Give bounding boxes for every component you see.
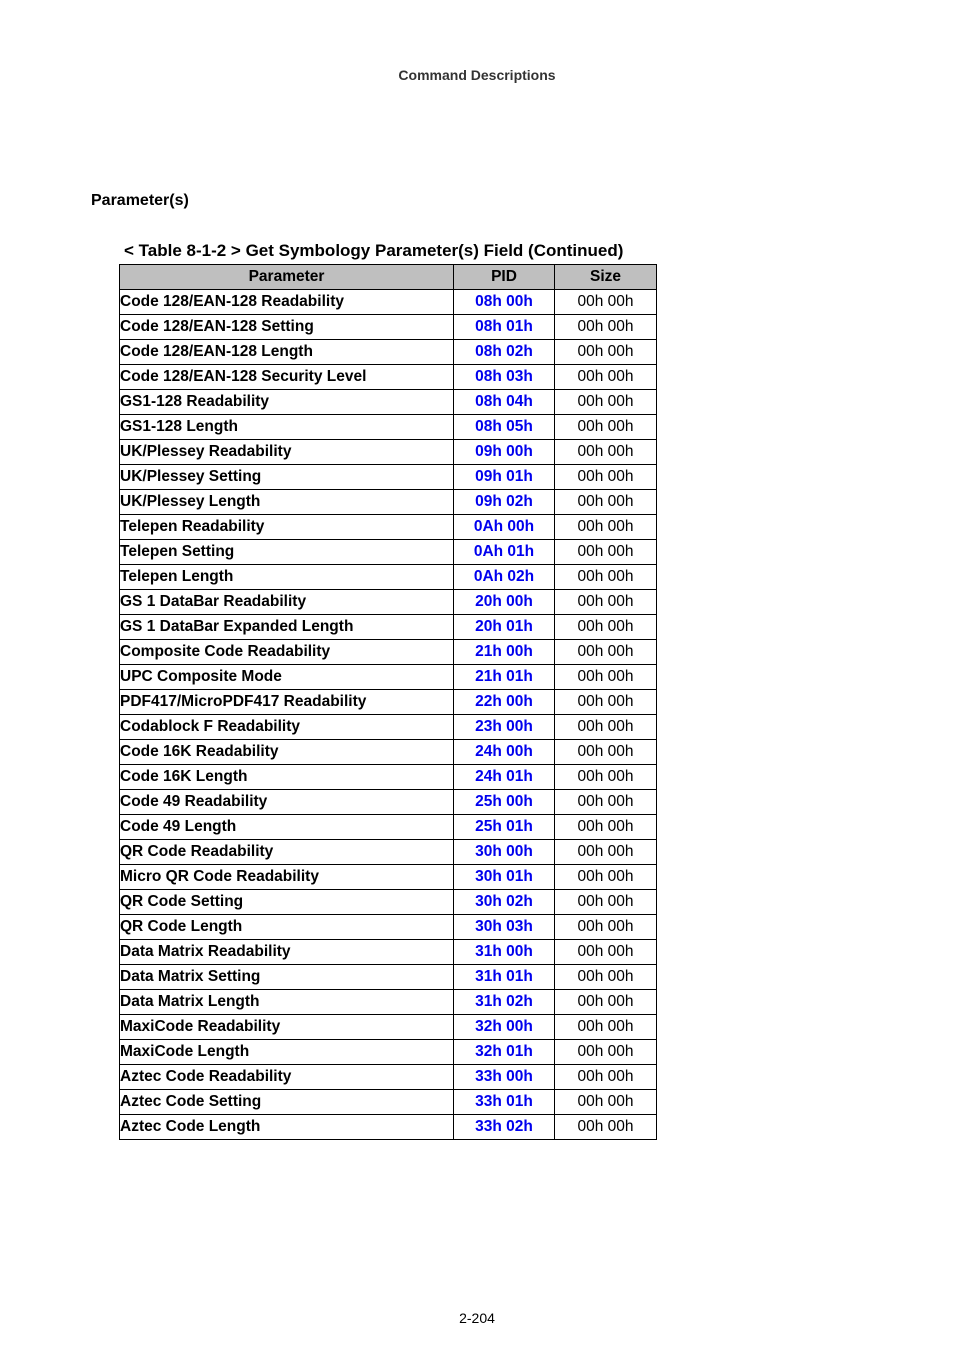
section-title: Parameter(s) [91, 192, 189, 209]
cell-size: 00h 00h [555, 615, 657, 640]
cell-pid: 08h 02h [454, 340, 555, 365]
cell-parameter: Code 128/EAN-128 Setting [120, 315, 454, 340]
cell-parameter: PDF417/MicroPDF417 Readability [120, 690, 454, 715]
table-row [120, 790, 657, 815]
cell-pid: 20h 00h [454, 590, 555, 615]
cell-pid: 08h 01h [454, 315, 555, 340]
table-row [120, 740, 657, 765]
cell-parameter: Codablock F Readability [120, 715, 454, 740]
cell-parameter: Data Matrix Length [120, 990, 454, 1015]
cell-size: 00h 00h [555, 365, 657, 390]
cell-pid: 21h 01h [454, 665, 555, 690]
page-number: 2-204 [459, 1310, 495, 1326]
table-caption: < Table 8-1-2 > Get Symbology Parameter(s) Field (Continued) [124, 241, 624, 260]
cell-pid: 0Ah 01h [454, 540, 555, 565]
cell-parameter: UK/Plessey Length [120, 490, 454, 515]
cell-size: 00h 00h [555, 790, 657, 815]
cell-size: 00h 00h [555, 890, 657, 915]
table-row [120, 690, 657, 715]
table-row [120, 940, 657, 965]
cell-pid: 22h 00h [454, 690, 555, 715]
cell-parameter: MaxiCode Readability [120, 1015, 454, 1040]
table-row [120, 665, 657, 690]
cell-size: 00h 00h [555, 740, 657, 765]
table-row [120, 990, 657, 1015]
cell-size: 00h 00h [555, 1115, 657, 1140]
table-row [120, 540, 657, 565]
cell-parameter: Data Matrix Setting [120, 965, 454, 990]
table-row [120, 1115, 657, 1140]
cell-pid: 0Ah 00h [454, 515, 555, 540]
cell-size: 00h 00h [555, 440, 657, 465]
cell-pid: 23h 00h [454, 715, 555, 740]
cell-pid: 09h 02h [454, 490, 555, 515]
cell-parameter: Composite Code Readability [120, 640, 454, 665]
table-row [120, 1015, 657, 1040]
cell-size: 00h 00h [555, 915, 657, 940]
cell-pid: 30h 00h [454, 840, 555, 865]
table-body [120, 290, 657, 1140]
cell-size: 00h 00h [555, 490, 657, 515]
cell-size: 00h 00h [555, 1090, 657, 1115]
cell-size: 00h 00h [555, 340, 657, 365]
table-row [120, 715, 657, 740]
cell-parameter: Telepen Readability [120, 515, 454, 540]
cell-pid: 25h 01h [454, 815, 555, 840]
cell-parameter: Aztec Code Readability [120, 1065, 454, 1090]
table-row [120, 615, 657, 640]
cell-pid: 0Ah 02h [454, 565, 555, 590]
cell-parameter: Code 128/EAN-128 Security Level [120, 365, 454, 390]
cell-parameter: Telepen Length [120, 565, 454, 590]
cell-pid: 24h 01h [454, 765, 555, 790]
cell-parameter: GS1-128 Readability [120, 390, 454, 415]
cell-size: 00h 00h [555, 865, 657, 890]
table-row [120, 465, 657, 490]
cell-parameter: UK/Plessey Setting [120, 465, 454, 490]
cell-pid: 30h 03h [454, 915, 555, 940]
cell-pid: 25h 00h [454, 790, 555, 815]
table-row [120, 340, 657, 365]
table-row [120, 515, 657, 540]
column-header-pid: PID [454, 265, 555, 290]
cell-size: 00h 00h [555, 590, 657, 615]
cell-size: 00h 00h [555, 965, 657, 990]
table-row [120, 390, 657, 415]
cell-pid: 08h 03h [454, 365, 555, 390]
table-row [120, 840, 657, 865]
cell-size: 00h 00h [555, 540, 657, 565]
table-row [120, 890, 657, 915]
cell-pid: 20h 01h [454, 615, 555, 640]
cell-size: 00h 00h [555, 665, 657, 690]
cell-parameter: Data Matrix Readability [120, 940, 454, 965]
cell-parameter: GS1-128 Length [120, 415, 454, 440]
cell-parameter: Micro QR Code Readability [120, 865, 454, 890]
cell-parameter: GS 1 DataBar Readability [120, 590, 454, 615]
cell-parameter: GS 1 DataBar Expanded Length [120, 615, 454, 640]
cell-size: 00h 00h [555, 1065, 657, 1090]
table-row [120, 490, 657, 515]
cell-pid: 30h 01h [454, 865, 555, 890]
column-header-parameter: Parameter [120, 265, 454, 290]
table-row [120, 815, 657, 840]
cell-pid: 32h 01h [454, 1040, 555, 1065]
cell-parameter: UPC Composite Mode [120, 665, 454, 690]
cell-parameter: QR Code Setting [120, 890, 454, 915]
table-header [120, 265, 657, 290]
cell-size: 00h 00h [555, 290, 657, 315]
cell-pid: 33h 02h [454, 1115, 555, 1140]
cell-pid: 08h 00h [454, 290, 555, 315]
table-row [120, 590, 657, 615]
cell-pid: 31h 02h [454, 990, 555, 1015]
cell-size: 00h 00h [555, 465, 657, 490]
page-header: Command Descriptions [398, 67, 556, 83]
table-row [120, 965, 657, 990]
cell-pid: 33h 01h [454, 1090, 555, 1115]
cell-parameter: Code 16K Readability [120, 740, 454, 765]
cell-size: 00h 00h [555, 1015, 657, 1040]
cell-parameter: Code 128/EAN-128 Length [120, 340, 454, 365]
parameter-table [119, 264, 657, 1140]
cell-size: 00h 00h [555, 940, 657, 965]
cell-size: 00h 00h [555, 390, 657, 415]
cell-pid: 31h 00h [454, 940, 555, 965]
cell-size: 00h 00h [555, 515, 657, 540]
cell-pid: 09h 01h [454, 465, 555, 490]
table-row [120, 765, 657, 790]
table-row [120, 1040, 657, 1065]
cell-pid: 32h 00h [454, 1015, 555, 1040]
table-row [120, 1090, 657, 1115]
column-header-size: Size [555, 265, 657, 290]
table-row [120, 640, 657, 665]
cell-parameter: QR Code Readability [120, 840, 454, 865]
cell-size: 00h 00h [555, 315, 657, 340]
table-row [120, 365, 657, 390]
cell-size: 00h 00h [555, 415, 657, 440]
cell-pid: 21h 00h [454, 640, 555, 665]
cell-pid: 30h 02h [454, 890, 555, 915]
cell-size: 00h 00h [555, 765, 657, 790]
cell-size: 00h 00h [555, 815, 657, 840]
cell-parameter: Aztec Code Length [120, 1115, 454, 1140]
cell-size: 00h 00h [555, 990, 657, 1015]
table-row [120, 865, 657, 890]
cell-pid: 33h 00h [454, 1065, 555, 1090]
cell-size: 00h 00h [555, 840, 657, 865]
table-row [120, 565, 657, 590]
cell-pid: 09h 00h [454, 440, 555, 465]
cell-size: 00h 00h [555, 640, 657, 665]
cell-parameter: Code 49 Length [120, 815, 454, 840]
table-row [120, 440, 657, 465]
table-header-row [120, 265, 657, 290]
cell-pid: 24h 00h [454, 740, 555, 765]
table-row [120, 290, 657, 315]
cell-parameter: MaxiCode Length [120, 1040, 454, 1065]
cell-parameter: Code 16K Length [120, 765, 454, 790]
cell-parameter: Telepen Setting [120, 540, 454, 565]
table-row [120, 915, 657, 940]
cell-parameter: Code 128/EAN-128 Readability [120, 290, 454, 315]
table-row [120, 415, 657, 440]
cell-parameter: QR Code Length [120, 915, 454, 940]
cell-size: 00h 00h [555, 1040, 657, 1065]
cell-pid: 08h 05h [454, 415, 555, 440]
table-row [120, 1065, 657, 1090]
cell-pid: 08h 04h [454, 390, 555, 415]
cell-size: 00h 00h [555, 690, 657, 715]
cell-size: 00h 00h [555, 715, 657, 740]
cell-size: 00h 00h [555, 565, 657, 590]
table-row [120, 315, 657, 340]
cell-parameter: UK/Plessey Readability [120, 440, 454, 465]
cell-pid: 31h 01h [454, 965, 555, 990]
cell-parameter: Code 49 Readability [120, 790, 454, 815]
cell-parameter: Aztec Code Setting [120, 1090, 454, 1115]
